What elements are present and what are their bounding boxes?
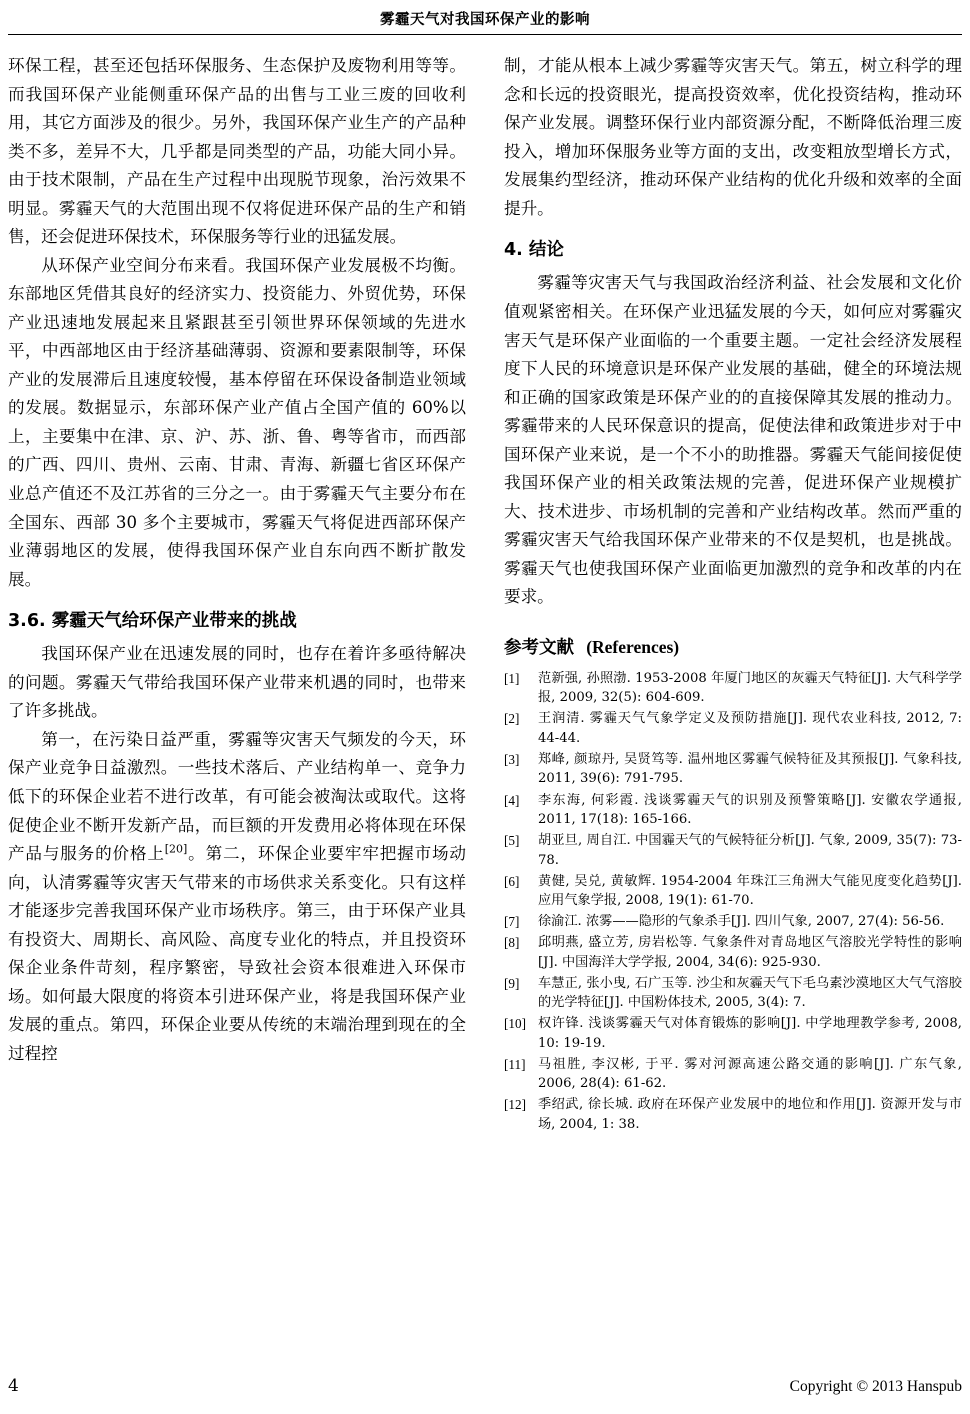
reference-item [504, 912, 962, 932]
citation-marker: [20] [164, 842, 188, 856]
reference-list [504, 669, 962, 1135]
section-heading-4-conclusion: 4. 结论 [504, 240, 564, 261]
reference-text: 权许锋. 浅谈雾霾天气对体育锻炼的影响[J]. 中学地理教学参考, 2008, 10: 19-19. [538, 1016, 962, 1051]
reference-number: [11] [504, 1056, 526, 1072]
left-column [8, 52, 466, 1342]
paragraph-challenge-first [8, 726, 466, 1068]
reference-item [504, 974, 962, 1013]
reference-number: [1] [504, 670, 520, 686]
reference-text: 季绍武, 徐长城. 政府在环保产业发展中的地位和作用[J]. 资源开发与市场, 2004, 1: 38. [538, 1097, 962, 1132]
paragraph-continuation: 环保工程，甚至还包括环保服务、生态保护及废物利用等等。而我国环保产业能侧重环保产品的出售与工业三废的回收利用，其它方面涉及的很少。另外，我国环保产业生产的产品种类不多，差异不大，几乎都是同类型的产品，功能大同小异。由于技术限制，产品在生产过程中出现脱节现象，治污效果不明显。雾霾天气的大范围出现不仅将促进环保产品的生产和销售，还会促进环保技术，环保服务等行业的迅猛发展。 [8, 56, 466, 247]
reference-number: [2] [504, 711, 520, 727]
reference-number: [12] [504, 1097, 526, 1113]
reference-item [504, 709, 962, 748]
right-column [504, 52, 962, 1342]
reference-number: [9] [504, 975, 520, 991]
reference-number: [10] [504, 1016, 526, 1032]
reference-number: [6] [504, 873, 520, 889]
references-heading-en: (References) [586, 636, 680, 657]
reference-text: 车慧正, 张小曳, 石广玉等. 沙尘和灰霾天气下毛乌素沙漠地区大气气溶胶的光学特征[J]. 中国粉体技术, 2005, 3(4): 7. [538, 975, 962, 1011]
header-rule [8, 34, 962, 35]
reference-number: [8] [504, 935, 520, 951]
section-heading-3-6: 3.6. 雾霾天气给环保产业带来的挑战 [8, 611, 297, 632]
reference-item [504, 1055, 962, 1094]
reference-item [504, 933, 962, 972]
reference-number: [3] [504, 751, 520, 767]
two-column-body [8, 52, 962, 1342]
reference-text: 范新强, 孙照渤. 1953-2008 年厦门地区的灰霾天气特征[J]. 大气科学学报, 2009, 32(5): 604-609. [538, 670, 962, 706]
running-header: 雾霾天气对我国环保产业的影响 [380, 11, 590, 28]
reference-item [504, 1095, 962, 1134]
reference-text: 徐渝江. 浓雾——隐形的气象杀手[J]. 四川气象, 2007, 27(4): 56-56. [538, 914, 945, 930]
reference-text: 胡亚旦, 周自江. 中国霾天气的气候特征分析[J]. 气象, 2009, 35(7): 73-78. [538, 833, 962, 868]
page-number: 4 [8, 1376, 19, 1396]
reference-text: 郑峰, 颜琼丹, 吴贤笃等. 温州地区雾霾气候特征及其预报[J]. 气象科技, 2011, 39(6): 791-795. [538, 751, 962, 787]
paragraph-challenges-intro: 我国环保产业在迅速发展的同时，也存在着许多亟待解决的问题。雾霾天气带给我国环保产业带来机遇的同时，也带来了许多挑战。 [8, 644, 466, 721]
paragraph-challenge-rest: 。第二，环保企业要牢牢把握市场动向，认清雾霾等灾害天气带来的市场供求关系变化。只有这样才能逐步完善我国环保产业市场秩序。第三，由于环保产业具有投资大、周期长、高风险、高度专业化的特点，并且投资环保企业条件苛刻，程序繁密，导致社会资本很难进入环保市场。如何最大限度的将资本引进环保产业，将是我国环保产业发展的重点。第四，环保企业要从传统的末端治理到现在的全过程控 [8, 844, 467, 1063]
reference-item [504, 831, 962, 870]
reference-text: 王润清. 雾霾天气气象学定义及预防措施[J]. 现代农业科技, 2012, 7: 44-44. [538, 711, 962, 746]
reference-item [504, 872, 962, 911]
page-footer [8, 1376, 962, 1396]
reference-item [504, 750, 962, 789]
reference-item [504, 669, 962, 708]
reference-item [504, 791, 962, 830]
reference-item [504, 1014, 962, 1053]
reference-number: [7] [504, 914, 520, 930]
reference-number: [5] [504, 833, 520, 849]
reference-text: 黄健, 吴兑, 黄敏辉. 1954-2004 年珠江三角洲大气能见度变化趋势[J]. 应用气象学报, 2008, 19(1): 61-70. [538, 873, 962, 909]
paragraph-conclusion: 雾霾等灾害天气与我国政治经济利益、社会发展和文化价值观紧密相关。在环保产业迅猛发展的今天，如何应对雾霾灾害天气是环保产业面临的一个重要主题。一定社会经济发展程度下人民的环境意识是环保产业发展的基础，健全的环境法规和正确的国家政策是环保产业的的直接保障其发展的推动力。雾霾带来的人民环保意识的提高，促使法律和政策进步对于中国环保产业来说，是一个不小的助推器。雾霾天气能间接促使我国环保产业的相关政策法规的完善，促进环保产业规模扩大、技术进步、市场机制的完善和产业结构改革。然而严重的雾霾灾害天气给我国环保产业带来的不仅是契机，也是挑战。雾霾天气也使我国环保产业面临更加激烈的竞争和改革的内在要求。 [504, 273, 962, 607]
reference-text: 邱明燕, 盛立芳, 房岩松等. 气象条件对青岛地区气溶胶光学特性的影响[J]. 中国海洋大学学报, 2004, 34(6): 925-930. [538, 935, 962, 970]
references-heading-cn: 参考文献 [504, 637, 574, 658]
reference-text: 李东海, 何彩霞. 浅谈雾霾天气的识别及预警策略[J]. 安徽农学通报, 2011, 17(18): 165-166. [538, 792, 962, 828]
reference-number: [4] [504, 792, 520, 808]
paragraph-continuation-right: 制，才能从根本上减少雾霾等灾害天气。第五，树立科学的理念和长远的投资眼光，提高投资效率，优化投资结构，推动环保产业发展。调整环保行业内部资源分配，不断降低治理三废投入，增加环保服务业等方面的支出，改变粗放型增长方式，发展集约型经济，推动环保产业结构的优化升级和效率的全面提升。 [504, 56, 962, 218]
references-heading [504, 634, 962, 659]
copyright-notice: Copyright © 2013 Hanspub [789, 1378, 962, 1395]
paragraph-spatial-distribution: 从环保产业空间分布来看。我国环保产业发展极不均衡。东部地区凭借其良好的经济实力、投资能力、外贸优势，环保产业迅速地发展起来且紧跟甚至引领世界环保领域的先进水平，中西部地区由于经济基础薄弱、资源和要素限制等，环保产业的发展滞后且速度较慢，基本停留在环保设备制造业领域的发展。数据显示，东部环保产业产值占全国产值的 60%以上，主要集中在津、京、沪、苏、浙、鲁、粤等省市，而西部的广西、四川、贵州、云南、甘肃、青海、新疆七省区环保产业总产值还不及江苏省的三分之一。由于雾霾天气主要分布在全国东、西部 30 多个主要城市，雾霾天气将促进西部环保产业薄弱地区的发展，使得我国环保产业自东向西不断扩散发展。 [8, 255, 466, 589]
reference-text: 马祖胜, 李汉彬, 于平. 雾对河源高速公路交通的影响[J]. 广东气象, 2006, 28(4): 61-62. [538, 1056, 962, 1092]
paragraph-challenge-first-text: 第一，在污染日益严重，雾霾等灾害天气频发的今天，环保产业竞争日益激烈。一些技术落后、产业结构单一、竞争力低下的环保企业若不进行改革，有可能会被淘汰或取代。这将促使企业不断开发新产品，而巨额的开发费用必将体现在环保产品与服务的价格上 [8, 729, 466, 864]
